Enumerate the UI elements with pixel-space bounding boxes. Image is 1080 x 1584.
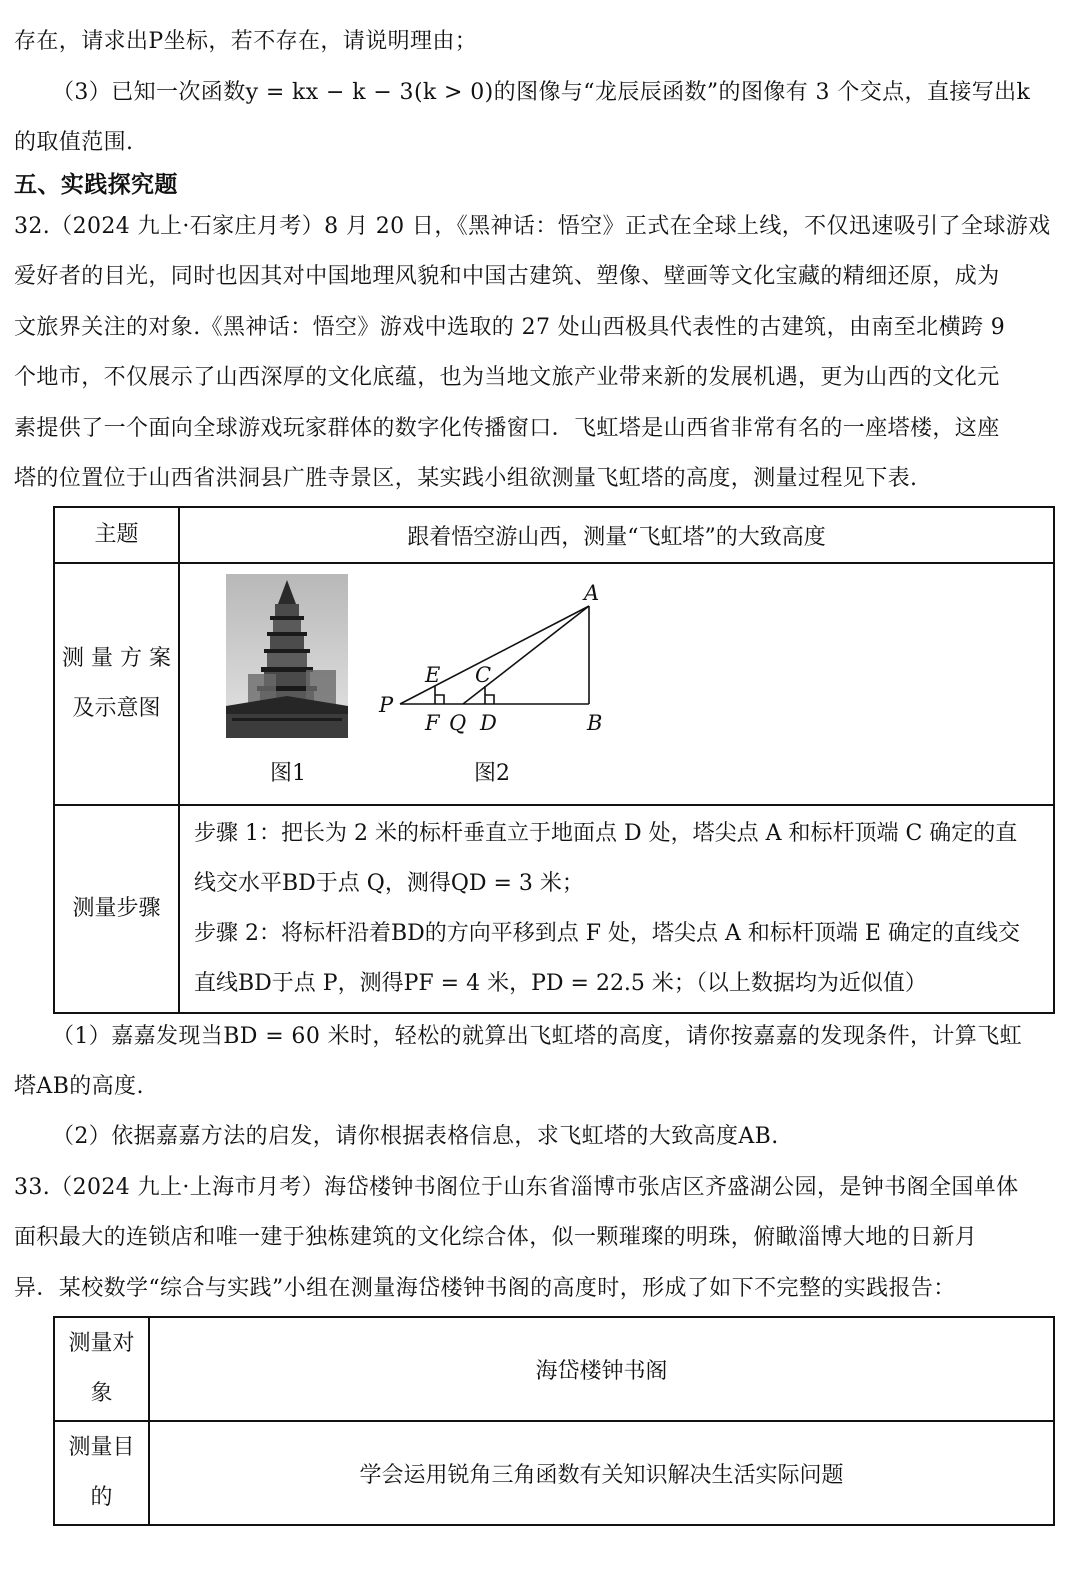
section-heading: 五、实践探究题	[14, 172, 178, 198]
right-angle-f	[435, 695, 444, 704]
purpose-value: 学会运用锐角三角函数有关知识解决生活实际问题	[149, 1421, 1054, 1525]
text-line: 的取值范围.	[14, 130, 134, 155]
object-label-line: 象	[90, 1381, 113, 1406]
point-b-label: B	[587, 711, 603, 735]
practice-report-table-33	[53, 1316, 1055, 1526]
question-33-line: 33.（2024 九上·上海市月考）海岱楼钟书阁位于山东省淄博市张店区齐盛湖公园，是钟书阁全国单体	[14, 1175, 1019, 1200]
text-line: 存在，请求出P坐标，若不存在，请说明理由；	[14, 29, 478, 54]
purpose-label	[54, 1421, 149, 1525]
text-line: 塔AB的高度.	[14, 1074, 144, 1099]
purpose-label-line: 测量目	[68, 1435, 135, 1460]
point-q-label: Q	[449, 711, 467, 735]
text-line: （3）已知一次函数y = kx − k − 3(k > 0)的图像与“龙辰辰函数”的图像有 3 个交点，直接写出k	[52, 80, 1031, 105]
text-line: 个地市，不仅展示了山西深厚的文化底蕴，也为当地文旅产业带来新的发展机遇，更为山西的文化元	[14, 365, 1000, 390]
diagram-cell	[179, 563, 1054, 805]
steps-cell	[179, 805, 1054, 1013]
point-c-label: C	[475, 663, 492, 687]
object-label-line: 测量对	[68, 1331, 135, 1356]
point-f-label: F	[425, 711, 440, 735]
step-line: 步骤 1：把长为 2 米的标杆垂直立于地面点 D 处，塔尖点 A 和标杆顶端 C 确定的直	[194, 821, 1018, 846]
measurement-table-32	[53, 506, 1055, 1014]
step-line: 步骤 2：将标杆沿着BD的方向平移到点 F 处，塔尖点 A 和标杆顶端 E 确定的直线交	[194, 921, 1020, 946]
plan-label-line: 测 量 方 案	[62, 646, 171, 671]
theme-value: 跟着悟空游山西，测量“飞虹塔”的大致高度	[179, 507, 1054, 563]
question-32-line: 32.（2024 九上·石家庄月考）8 月 20 日，《黑神话：悟空》正式在全球上线，不仅迅速吸引了全球游戏	[14, 214, 1051, 239]
figure-1-caption: 图1	[270, 761, 306, 786]
plan-label	[54, 563, 179, 805]
purpose-label-line: 的	[90, 1485, 113, 1510]
point-a-label: A	[584, 584, 600, 605]
point-d-label: D	[480, 711, 497, 735]
text-line: 爱好者的目光，同时也因其对中国地理风貌和中国古建筑、塑像、壁画等文化宝藏的精细还原，成为	[14, 264, 1000, 289]
text-line: 素提供了一个面向全球游戏玩家群体的数字化传播窗口．飞虹塔是山西省非常有名的一座塔楼，这座	[14, 416, 1000, 441]
sub-question-2: （2）依据嘉嘉方法的启发，请你根据表格信息，求飞虹塔的大致高度AB.	[52, 1124, 779, 1149]
geometry-diagram	[375, 584, 615, 744]
point-p-label: P	[379, 693, 394, 717]
plan-label-line: 及示意图	[72, 696, 161, 721]
theme-label: 主题	[54, 507, 179, 563]
right-angle-d	[485, 695, 494, 704]
text-line: 文旅界关注的对象.《黑神话：悟空》游戏中选取的 27 处山西极具代表性的古建筑，由南至北横跨 9	[14, 315, 1006, 340]
text-line: 异．某校数学“综合与实践”小组在测量海岱楼钟书阁的高度时，形成了如下不完整的实践报告：	[14, 1276, 956, 1301]
sub-question-1: （1）嘉嘉发现当BD = 60 米时，轻松的就算出飞虹塔的高度，请你按嘉嘉的发现条件，计算飞虹	[52, 1024, 1023, 1049]
line-qa	[463, 606, 589, 704]
line-pa	[400, 606, 589, 704]
point-e-label: E	[425, 663, 441, 687]
steps-label: 测量步骤	[54, 805, 179, 1013]
figure-2-caption: 图2	[474, 761, 510, 786]
text-line: 塔的位置位于山西省洪洞县广胜寺景区，某实践小组欲测量飞虹塔的高度，测量过程见下表.	[14, 466, 918, 491]
step-line: 线交水平BD于点 Q，测得QD = 3 米；	[194, 871, 584, 896]
text-line: 面积最大的连锁店和唯一建于独栋建筑的文化综合体，似一颗璀璨的明珠，俯瞰淄博大地的日新月	[14, 1225, 978, 1250]
object-value: 海岱楼钟书阁	[149, 1317, 1054, 1421]
step-line: 直线BD于点 P，测得PF = 4 米，PD = 22.5 米；（以上数据均为近似值）	[194, 971, 927, 996]
object-label	[54, 1317, 149, 1421]
pagoda-photo	[226, 574, 348, 738]
